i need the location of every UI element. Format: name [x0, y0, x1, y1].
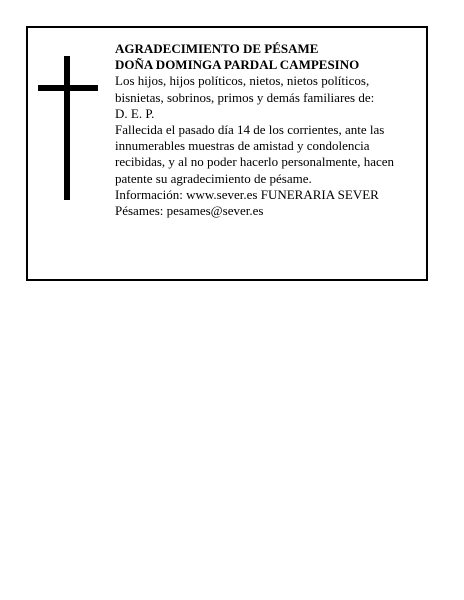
family-line: Los hijos, hijos políticos, nietos, nietos políticos, bisnietas, sobrinos, primos y demás familiares de:	[115, 73, 375, 105]
cross-icon	[38, 56, 98, 200]
info-line: Información: www.sever.es FUNERARIA SEVER	[115, 186, 379, 202]
cross-vertical-bar	[64, 56, 70, 200]
condolences-line: Pésames: pesames@sever.es	[115, 203, 264, 219]
notice-text	[115, 41, 415, 219]
dep-line: D. E. P.	[115, 105, 155, 121]
thanks-message: Fallecida el pasado día 14 de los corrientes, ante las innumerables muestras de amistad y condolencia recibidas, y al no poder hacerlo personalmente, hacen patente su agradecimiento de pésame.	[115, 122, 395, 186]
cross-horizontal-bar	[38, 85, 98, 91]
deceased-name: DOÑA DOMINGA PARDAL CAMPESINO	[115, 57, 360, 73]
obituary-notice	[26, 26, 428, 281]
notice-heading: AGRADECIMIENTO DE PÉSAME	[115, 41, 319, 56]
